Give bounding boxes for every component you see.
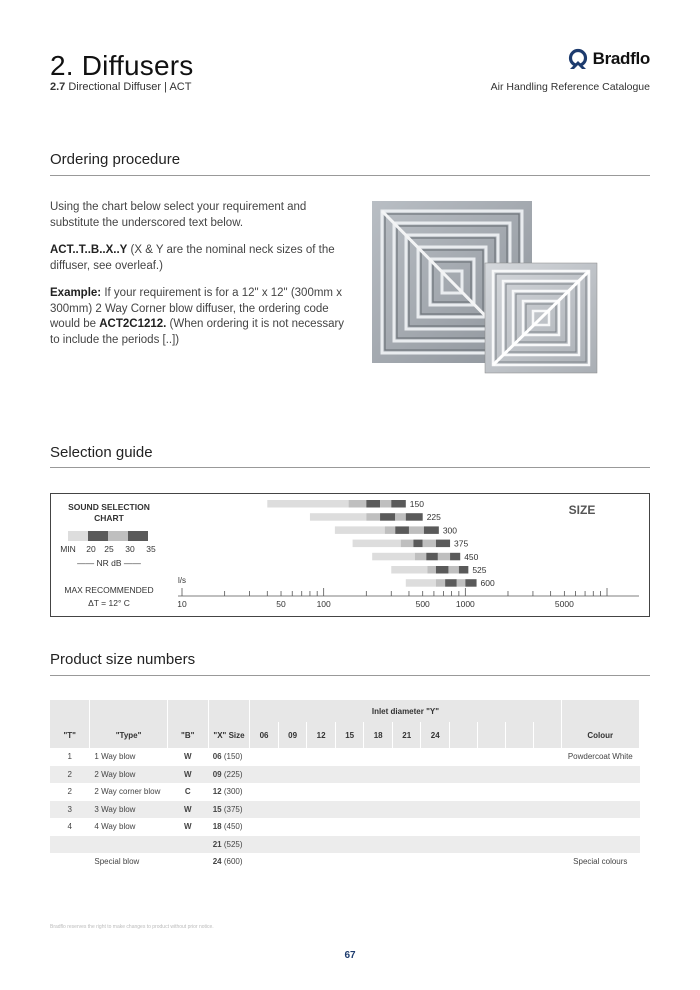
x-size-code: 21 xyxy=(212,839,222,849)
column-header: 09 xyxy=(278,722,307,748)
bar-segment-600-30 xyxy=(457,579,466,587)
cell-empty xyxy=(307,801,336,819)
brand-logo xyxy=(567,48,650,70)
bar-segment-450-35 xyxy=(450,553,460,561)
cell-empty xyxy=(533,853,561,871)
cell-empty xyxy=(533,836,561,854)
x-size-code: 06 xyxy=(212,752,222,762)
cell-type: 3 Way blow xyxy=(90,801,167,819)
bar-segment-525-min xyxy=(391,566,427,574)
cell-empty xyxy=(307,766,336,784)
x-size-code: 24 xyxy=(212,857,222,867)
product-code: ACT xyxy=(169,81,192,93)
bar-segment-525-30 xyxy=(448,566,458,574)
cell-empty xyxy=(392,836,421,854)
cell-type xyxy=(90,836,167,854)
cell-t: 1 xyxy=(67,752,72,762)
cell-empty xyxy=(307,836,336,854)
cell-empty xyxy=(364,766,393,784)
cell-empty xyxy=(505,801,533,819)
bar-segment-450-20 xyxy=(415,553,426,561)
header-spacer xyxy=(208,700,250,722)
column-header: 06 xyxy=(250,722,279,748)
section-number: 2.7 xyxy=(50,81,66,93)
cell-type: 1 Way blow xyxy=(94,752,136,762)
bar-segment-525-35 xyxy=(459,566,468,574)
x-size-code: 12 xyxy=(212,787,222,797)
cell-empty xyxy=(477,766,505,784)
nr-label-min: MIN xyxy=(60,544,76,554)
bar-segment-300-35 xyxy=(424,526,439,534)
cell-empty xyxy=(421,801,450,819)
selection-heading: Selection guide xyxy=(50,444,153,461)
cell-empty xyxy=(450,836,478,854)
bar-segment-300-25 xyxy=(395,526,409,534)
cell-empty xyxy=(364,836,393,854)
cell-b xyxy=(167,853,208,871)
x-size-code: 09 xyxy=(212,769,222,779)
x-size-mm: (150) xyxy=(223,752,243,762)
bar-segment-525-20 xyxy=(427,566,435,574)
cell-empty xyxy=(450,748,478,766)
bar-segment-375-35 xyxy=(436,540,450,548)
brand-name: Bradflo xyxy=(592,49,650,68)
cell-empty xyxy=(392,853,421,871)
products-divider xyxy=(50,675,650,676)
x-size-code: 18 xyxy=(212,822,222,832)
cell-empty xyxy=(421,818,450,836)
cell-t: 3 xyxy=(50,801,90,819)
cell-x-size xyxy=(208,801,250,819)
cell-empty xyxy=(364,748,393,766)
cell-empty xyxy=(250,801,279,819)
cell-empty xyxy=(421,783,450,801)
order-code-note: (X & Y are the nominal neck sizes of the diffuser, see overleaf.) xyxy=(50,244,335,272)
cell-empty xyxy=(421,766,450,784)
x-axis-ticks xyxy=(182,588,607,596)
column-header: "X" Size xyxy=(208,722,250,748)
cell-x-size xyxy=(208,766,250,784)
cell-empty xyxy=(250,783,279,801)
cell-x-size xyxy=(208,748,250,766)
cell-empty xyxy=(505,748,533,766)
bar-segment-525-25 xyxy=(436,566,449,574)
nr-label-20: 20 xyxy=(86,544,96,554)
cell-colour xyxy=(561,818,639,836)
cell-empty xyxy=(278,818,307,836)
page-title: 2. Diffusers xyxy=(50,50,194,81)
section-name: Directional Diffuser xyxy=(68,81,162,93)
header-spacer xyxy=(90,700,167,722)
header-spacer xyxy=(167,700,208,722)
nr-label-35: 35 xyxy=(146,544,156,554)
example-note: (When ordering it is not necessary to include the periods [..]) xyxy=(50,318,345,346)
bar-segment-225-min xyxy=(310,513,366,521)
size-label: SIZE xyxy=(568,503,596,517)
cell-empty xyxy=(335,818,364,836)
ordering-instructions xyxy=(50,200,345,360)
chart-title-line2: CHART xyxy=(94,513,124,523)
bar-segment-450-min xyxy=(372,553,415,561)
table-row xyxy=(50,783,640,801)
cell-colour xyxy=(561,801,639,819)
example-text: If your requirement is for a 12" x 12" (300mm x 300mm) 2 Way Corner blow diffuser, the ordering code would be xyxy=(50,287,342,330)
table-row xyxy=(50,853,640,871)
chart-title-line1: SOUND SELECTION xyxy=(68,502,150,512)
cell-empty xyxy=(250,766,279,784)
cell-empty xyxy=(335,766,364,784)
cell-colour xyxy=(561,836,639,854)
cell-empty xyxy=(450,818,478,836)
cell-empty xyxy=(450,801,478,819)
bar-segment-375-25 xyxy=(413,540,422,548)
header-spacer xyxy=(50,700,90,722)
bradflo-logo-icon xyxy=(567,48,589,70)
cell-empty xyxy=(335,801,364,819)
cell-empty xyxy=(250,853,279,871)
cell-x-size xyxy=(208,853,250,871)
cell-empty xyxy=(421,748,450,766)
x-size-mm: (525) xyxy=(223,839,243,849)
bar-segment-300-min xyxy=(335,526,385,534)
cell-type: 2 Way blow xyxy=(90,766,167,784)
legend-swatch-25 xyxy=(108,531,128,541)
bar-segment-300-20 xyxy=(385,526,395,534)
column-header: 12 xyxy=(307,722,336,748)
cell-b xyxy=(167,836,208,854)
diffuser-product-photo xyxy=(370,197,615,377)
cell-x-size xyxy=(208,836,250,854)
cell-b: C xyxy=(184,787,191,797)
column-header xyxy=(477,722,505,748)
cell-empty xyxy=(364,853,393,871)
table-header-row xyxy=(50,722,640,748)
cell-empty xyxy=(278,801,307,819)
cell-empty xyxy=(392,801,421,819)
cell-empty xyxy=(392,783,421,801)
page-subtitle xyxy=(50,81,191,93)
cell-empty xyxy=(477,853,505,871)
cell-empty xyxy=(533,818,561,836)
cell-empty xyxy=(278,766,307,784)
nr-unit-label: —— NR dB —— xyxy=(77,558,141,568)
table-row xyxy=(50,766,640,784)
cell-empty xyxy=(533,801,561,819)
x-size-mm: (300) xyxy=(223,787,243,797)
header-spacer xyxy=(561,700,639,722)
ordering-heading: Ordering procedure xyxy=(50,151,181,168)
x-axis-tick-labels xyxy=(177,599,574,609)
bar-segment-600-min xyxy=(406,579,436,587)
catalogue-title: Air Handling Reference Catalogue xyxy=(490,81,650,93)
chart-bars xyxy=(267,499,495,588)
cell-empty xyxy=(505,853,533,871)
bar-segment-600-35 xyxy=(465,579,476,587)
cell-empty xyxy=(364,801,393,819)
cell-empty xyxy=(533,748,561,766)
cell-empty xyxy=(335,836,364,854)
selection-divider xyxy=(50,467,650,468)
cell-empty xyxy=(477,818,505,836)
cell-empty xyxy=(392,766,421,784)
inlet-diameter-header: Inlet diameter "Y" xyxy=(250,700,561,722)
disclaimer-note: Bradflo reserves the right to make changes to product without prior notice. xyxy=(50,924,214,930)
cell-empty xyxy=(505,783,533,801)
cell-empty xyxy=(421,853,450,871)
cell-t xyxy=(50,853,90,871)
max-recommended-label: MAX RECOMMENDED xyxy=(64,585,154,595)
cell-empty xyxy=(392,818,421,836)
cell-empty xyxy=(250,818,279,836)
cell-empty xyxy=(307,783,336,801)
x-size-mm: (375) xyxy=(223,804,243,814)
cell-empty xyxy=(477,801,505,819)
cell-empty xyxy=(307,818,336,836)
cell-b: W xyxy=(167,801,208,819)
table-row xyxy=(50,748,640,766)
cell-colour xyxy=(561,766,639,784)
column-header: "T" xyxy=(50,722,90,748)
cell-empty xyxy=(505,766,533,784)
size-label-300: 300 xyxy=(442,525,458,536)
column-header xyxy=(450,722,478,748)
cell-empty xyxy=(450,766,478,784)
bar-segment-600-25 xyxy=(445,579,457,587)
column-header: 21 xyxy=(392,722,421,748)
axis-unit-label: l/s xyxy=(178,576,186,585)
cell-empty xyxy=(533,783,561,801)
legend-swatch-min xyxy=(68,531,88,541)
bar-segment-375-min xyxy=(353,540,401,548)
cell-colour: Special colours xyxy=(573,857,628,867)
cell-t: 4 xyxy=(67,822,72,832)
cell-empty xyxy=(335,748,364,766)
column-header xyxy=(505,722,533,748)
column-header: "B" xyxy=(167,722,208,748)
cell-empty xyxy=(450,853,478,871)
column-header xyxy=(533,722,561,748)
cell-x-size xyxy=(208,818,250,836)
cell-empty xyxy=(307,853,336,871)
bar-segment-600-20 xyxy=(436,579,445,587)
bar-segment-375-20 xyxy=(401,540,414,548)
products-heading: Product size numbers xyxy=(50,651,196,668)
cell-empty xyxy=(278,783,307,801)
x-tick-label: 5000 xyxy=(554,599,574,609)
x-tick-label: 1000 xyxy=(455,599,475,609)
table-row xyxy=(50,818,640,836)
cell-empty xyxy=(505,818,533,836)
cell-type: 4 Way blow xyxy=(94,822,136,832)
cell-t: 2 xyxy=(67,787,72,797)
size-label-525: 525 xyxy=(472,565,487,575)
x-tick-label: 50 xyxy=(276,599,286,609)
x-tick-label: 500 xyxy=(415,599,430,609)
delta-t-label: ΔT = 12° C xyxy=(88,598,130,608)
bar-segment-300-30 xyxy=(409,526,424,534)
size-label-600: 600 xyxy=(480,578,495,589)
cell-empty xyxy=(250,748,279,766)
page-number: 67 xyxy=(344,950,356,961)
nr-label-25: 25 xyxy=(104,544,114,554)
cell-empty xyxy=(450,783,478,801)
column-header: 15 xyxy=(335,722,364,748)
cell-b: W xyxy=(167,766,208,784)
code-paragraph xyxy=(50,243,345,274)
cell-empty xyxy=(477,748,505,766)
cell-empty xyxy=(421,836,450,854)
cell-x-size xyxy=(208,783,250,801)
cell-empty xyxy=(364,818,393,836)
column-header: 18 xyxy=(364,722,393,748)
bar-segment-225-25 xyxy=(380,513,395,521)
cell-empty xyxy=(278,836,307,854)
column-header: Colour xyxy=(561,722,639,748)
size-label-450: 450 xyxy=(464,551,479,562)
x-size-mm: (225) xyxy=(223,769,243,779)
size-label-150: 150 xyxy=(409,499,424,509)
bar-segment-150-35 xyxy=(391,500,406,508)
cell-colour xyxy=(561,783,639,801)
bar-segment-150-25 xyxy=(366,500,380,508)
nr-label-30: 30 xyxy=(125,544,135,554)
bar-segment-450-30 xyxy=(438,553,450,561)
cell-colour: Powdercoat White xyxy=(567,752,633,762)
bar-segment-150-min xyxy=(267,500,348,508)
example-code: ACT2C1212. xyxy=(99,318,167,330)
bar-segment-225-30 xyxy=(395,513,406,521)
bar-segment-225-35 xyxy=(406,513,423,521)
x-size-mm: (600) xyxy=(223,857,243,867)
cell-empty xyxy=(477,836,505,854)
intro-paragraph: Using the chart below select your requirement and substitute the underscored text below. xyxy=(50,201,307,229)
cell-type: Special blow xyxy=(94,857,140,867)
order-code-pattern: ACT..T..B..X..Y xyxy=(50,244,128,256)
subtitle-separator: | xyxy=(164,81,168,93)
cell-empty xyxy=(335,783,364,801)
cell-empty xyxy=(307,748,336,766)
cell-b: W xyxy=(183,822,192,832)
size-label-225: 225 xyxy=(426,512,441,523)
cell-b: W xyxy=(183,752,192,762)
table-row xyxy=(50,836,640,854)
cell-empty xyxy=(278,748,307,766)
legend-swatch-30 xyxy=(128,531,148,541)
bar-segment-150-30 xyxy=(380,500,391,508)
column-header: "Type" xyxy=(90,722,167,748)
cell-empty xyxy=(392,748,421,766)
legend-swatch-20 xyxy=(88,531,108,541)
x-tick-label: 100 xyxy=(316,599,331,609)
size-label-375: 375 xyxy=(454,538,469,549)
bar-segment-450-25 xyxy=(426,553,438,561)
example-label: Example: xyxy=(50,287,102,299)
cell-empty xyxy=(278,853,307,871)
table-row xyxy=(50,801,640,819)
bar-segment-375-30 xyxy=(423,540,436,548)
bar-segment-150-20 xyxy=(349,500,367,508)
cell-type: 2 Way corner blow xyxy=(94,787,161,797)
example-paragraph xyxy=(50,286,345,348)
x-size-code: 15 xyxy=(212,804,222,814)
ordering-divider xyxy=(50,175,650,176)
cell-empty xyxy=(505,836,533,854)
x-size-mm: (450) xyxy=(223,822,243,832)
bar-segment-225-20 xyxy=(366,513,380,521)
cell-empty xyxy=(335,853,364,871)
sound-selection-chart xyxy=(50,493,650,617)
cell-empty xyxy=(364,783,393,801)
cell-empty xyxy=(477,783,505,801)
cell-empty xyxy=(533,766,561,784)
x-tick-label: 10 xyxy=(177,599,187,609)
product-size-table xyxy=(50,700,640,871)
cell-t xyxy=(50,836,90,854)
cell-empty xyxy=(250,836,279,854)
column-header: 24 xyxy=(421,722,450,748)
cell-t: 2 xyxy=(50,766,90,784)
